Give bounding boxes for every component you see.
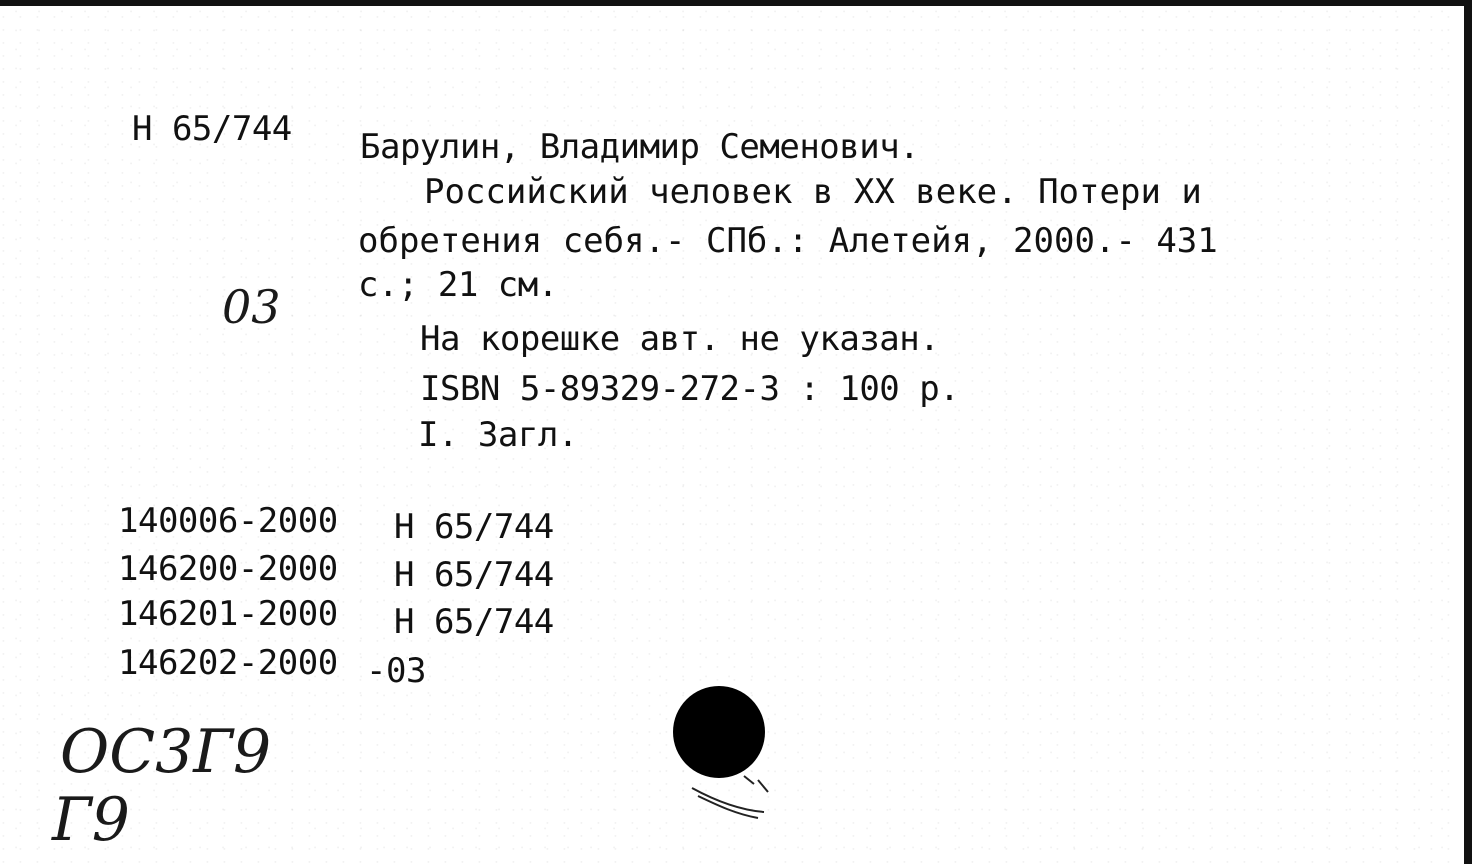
tracing-line: I. Загл.	[418, 415, 578, 455]
handwritten-note-1: ОС3Г9	[60, 717, 272, 787]
copy-inventory-4: 146202-2000	[118, 643, 338, 683]
title-line-1: Российский человек в XX веке. Потери и	[424, 172, 1202, 212]
note-line: На корешке авт. не указан.	[420, 319, 940, 359]
handwritten-code: 03	[222, 280, 281, 334]
card-edge-right	[1464, 0, 1472, 864]
copy-location-2: Н 65/744	[394, 555, 554, 595]
copy-inventory-2: 146200-2000	[118, 549, 338, 589]
author-heading: Барулин, Владимир Семенович.	[360, 127, 920, 167]
copy-inventory-1: 140006-2000	[118, 501, 338, 541]
call-number: Н 65/744	[132, 109, 292, 149]
copy-inventory-3: 146201-2000	[118, 594, 338, 634]
isbn-line: ISBN 5-89329-272-3 : 100 р.	[420, 369, 960, 409]
card-edge-top	[0, 0, 1472, 6]
handwritten-note-2: Г9	[52, 785, 130, 855]
copy-location-1: Н 65/744	[394, 507, 554, 547]
copy-location-4: -03	[366, 651, 426, 691]
copy-location-3: Н 65/744	[394, 602, 554, 642]
title-line-3: с.; 21 см.	[358, 265, 558, 305]
title-line-2: обретения себя.- СПб.: Алетейя, 2000.- 431	[358, 221, 1218, 261]
punch-hole-scratch	[684, 770, 784, 830]
punch-hole	[673, 686, 765, 778]
